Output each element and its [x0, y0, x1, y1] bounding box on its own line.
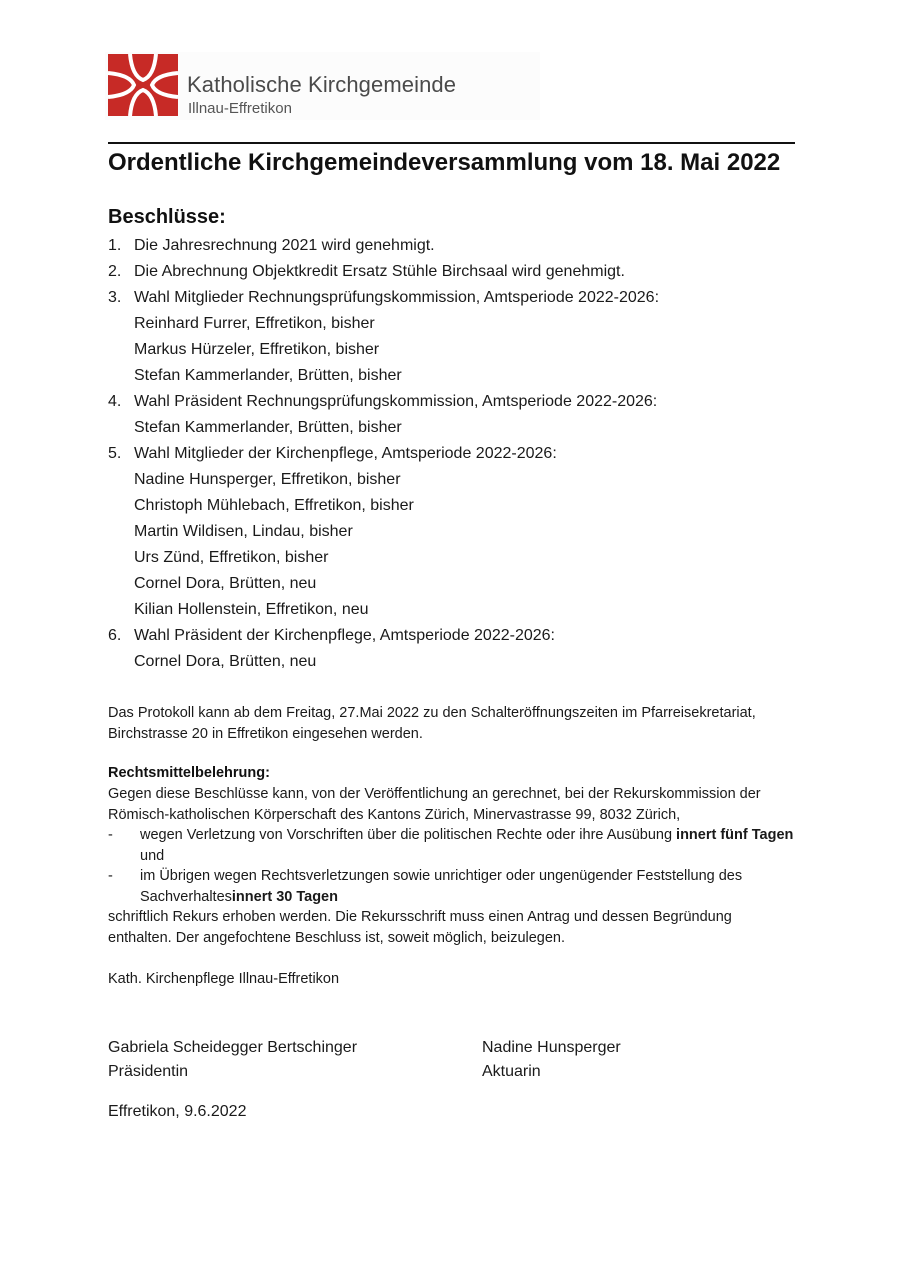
resolution-item	[108, 233, 808, 259]
candidate-line: Urs Zünd, Effretikon, bisher	[134, 549, 329, 566]
signer-role: Aktuarin	[482, 1063, 541, 1080]
resolutions-heading: Beschlüsse:	[108, 206, 226, 228]
resolution-text: Wahl Präsident Rechnungsprüfungskommission, Amtsperiode 2022-2026:	[134, 393, 658, 410]
resolution-number: 3.	[108, 289, 122, 306]
resolution-text: Wahl Mitglieder der Kirchenpflege, Amtsperiode 2022-2026:	[134, 445, 557, 462]
signer-president	[108, 1036, 357, 1084]
resolution-text: Wahl Mitglieder Rechnungsprüfungskommission, Amtsperiode 2022-2026:	[134, 289, 660, 306]
candidate-line: Cornel Dora, Brütten, neu	[134, 653, 317, 670]
resolution-item	[108, 441, 808, 623]
resolution-item	[108, 285, 808, 389]
legal-dash: -	[108, 827, 113, 843]
legal-item-deadline: innert 30 Tagen	[231, 888, 338, 905]
resolution-item	[108, 389, 808, 441]
legal-item-text: im Übrigen wegen Rechtsverletzungen sowie unrichtiger oder ungenügender Feststellung des Sachverhaltes	[140, 868, 743, 905]
title-rule	[108, 142, 795, 144]
legal-intro: Gegen diese Beschlüsse kann, von der Veröffentlichung an gerechnet, bei der Rekurskommission der Römisch-katholischen Körperschaft des Kantons Zürich, Minervastrasse 99, 8032 Zürich,	[108, 786, 761, 823]
resolution-text: Wahl Präsident der Kirchenpflege, Amtsperiode 2022-2026:	[134, 627, 555, 644]
candidate-line: Martin Wildisen, Lindau, bisher	[134, 523, 353, 540]
signer-name: Gabriela Scheidegger Bertschinger	[108, 1039, 358, 1056]
legal-heading: Rechtsmittelbelehrung:	[108, 765, 270, 781]
candidate-line: Markus Hürzeler, Effretikon, bisher	[134, 341, 380, 358]
candidate-line: Cornel Dora, Brütten, neu	[134, 575, 317, 592]
candidate-line: Reinhard Furrer, Effretikon, bisher	[134, 315, 375, 332]
resolution-number: 1.	[108, 237, 122, 254]
church-logo-icon	[108, 54, 178, 116]
legal-outro: schriftlich Rekurs erhoben werden. Die Rekursschrift muss einen Antrag und dessen Begründung enthalten. Der angefochtene Beschluss ist, soweit möglich, beizulegen.	[108, 909, 732, 946]
candidate-line: Nadine Hunsperger, Effretikon, bisher	[134, 471, 401, 488]
signer-name: Nadine Hunsperger	[482, 1039, 621, 1056]
legal-dash: -	[108, 868, 113, 884]
legal-item-text: wegen Verletzung von Vorschriften über die politischen Rechte oder ihre Ausübung	[140, 827, 673, 843]
resolution-number: 2.	[108, 263, 122, 280]
resolution-number: 6.	[108, 627, 122, 644]
resolution-text: Die Abrechnung Objektkredit Ersatz Stühle Birchsaal wird genehmigt.	[134, 263, 625, 280]
candidate-line: Kilian Hollenstein, Effretikon, neu	[134, 601, 369, 618]
legal-list	[108, 825, 798, 907]
place-date: Effretikon, 9.6.2022	[108, 1103, 247, 1120]
org-name: Katholische Kirchgemeinde	[187, 72, 457, 97]
resolutions-list	[108, 233, 808, 675]
candidate-line: Stefan Kammerlander, Brütten, bisher	[134, 419, 402, 436]
legal-item-deadline: innert fünf Tagen	[676, 827, 794, 843]
signer-secretary	[482, 1036, 621, 1084]
resolution-number: 4.	[108, 393, 122, 410]
org-location: Illnau-Effretikon	[188, 100, 292, 117]
resolution-number: 5.	[108, 445, 122, 462]
resolution-text: Die Jahresrechnung 2021 wird genehmigt.	[134, 237, 435, 254]
legal-item-after: und	[140, 847, 165, 864]
letterhead	[105, 52, 540, 120]
signer-role: Präsidentin	[108, 1063, 189, 1080]
candidate-line: Christoph Mühlebach, Effretikon, bisher	[134, 497, 414, 514]
protocol-notice: Das Protokoll kann ab dem Freitag, 27.Mai 2022 zu den Schalteröffnungszeiten im Pfarreisekretariat, Birchstrasse 20 in Effretikon eingesehen werden.	[108, 705, 756, 742]
document-title: Ordentliche Kirchgemeindeversammlung vom 18. Mai 2022	[108, 149, 781, 176]
legal-item	[108, 866, 798, 907]
resolution-item	[108, 623, 808, 675]
legal-item	[108, 825, 798, 866]
signoff: Kath. Kirchenpflege Illnau-Effretikon	[108, 971, 340, 987]
resolution-item	[108, 259, 808, 285]
candidate-line: Stefan Kammerlander, Brütten, bisher	[134, 367, 402, 384]
